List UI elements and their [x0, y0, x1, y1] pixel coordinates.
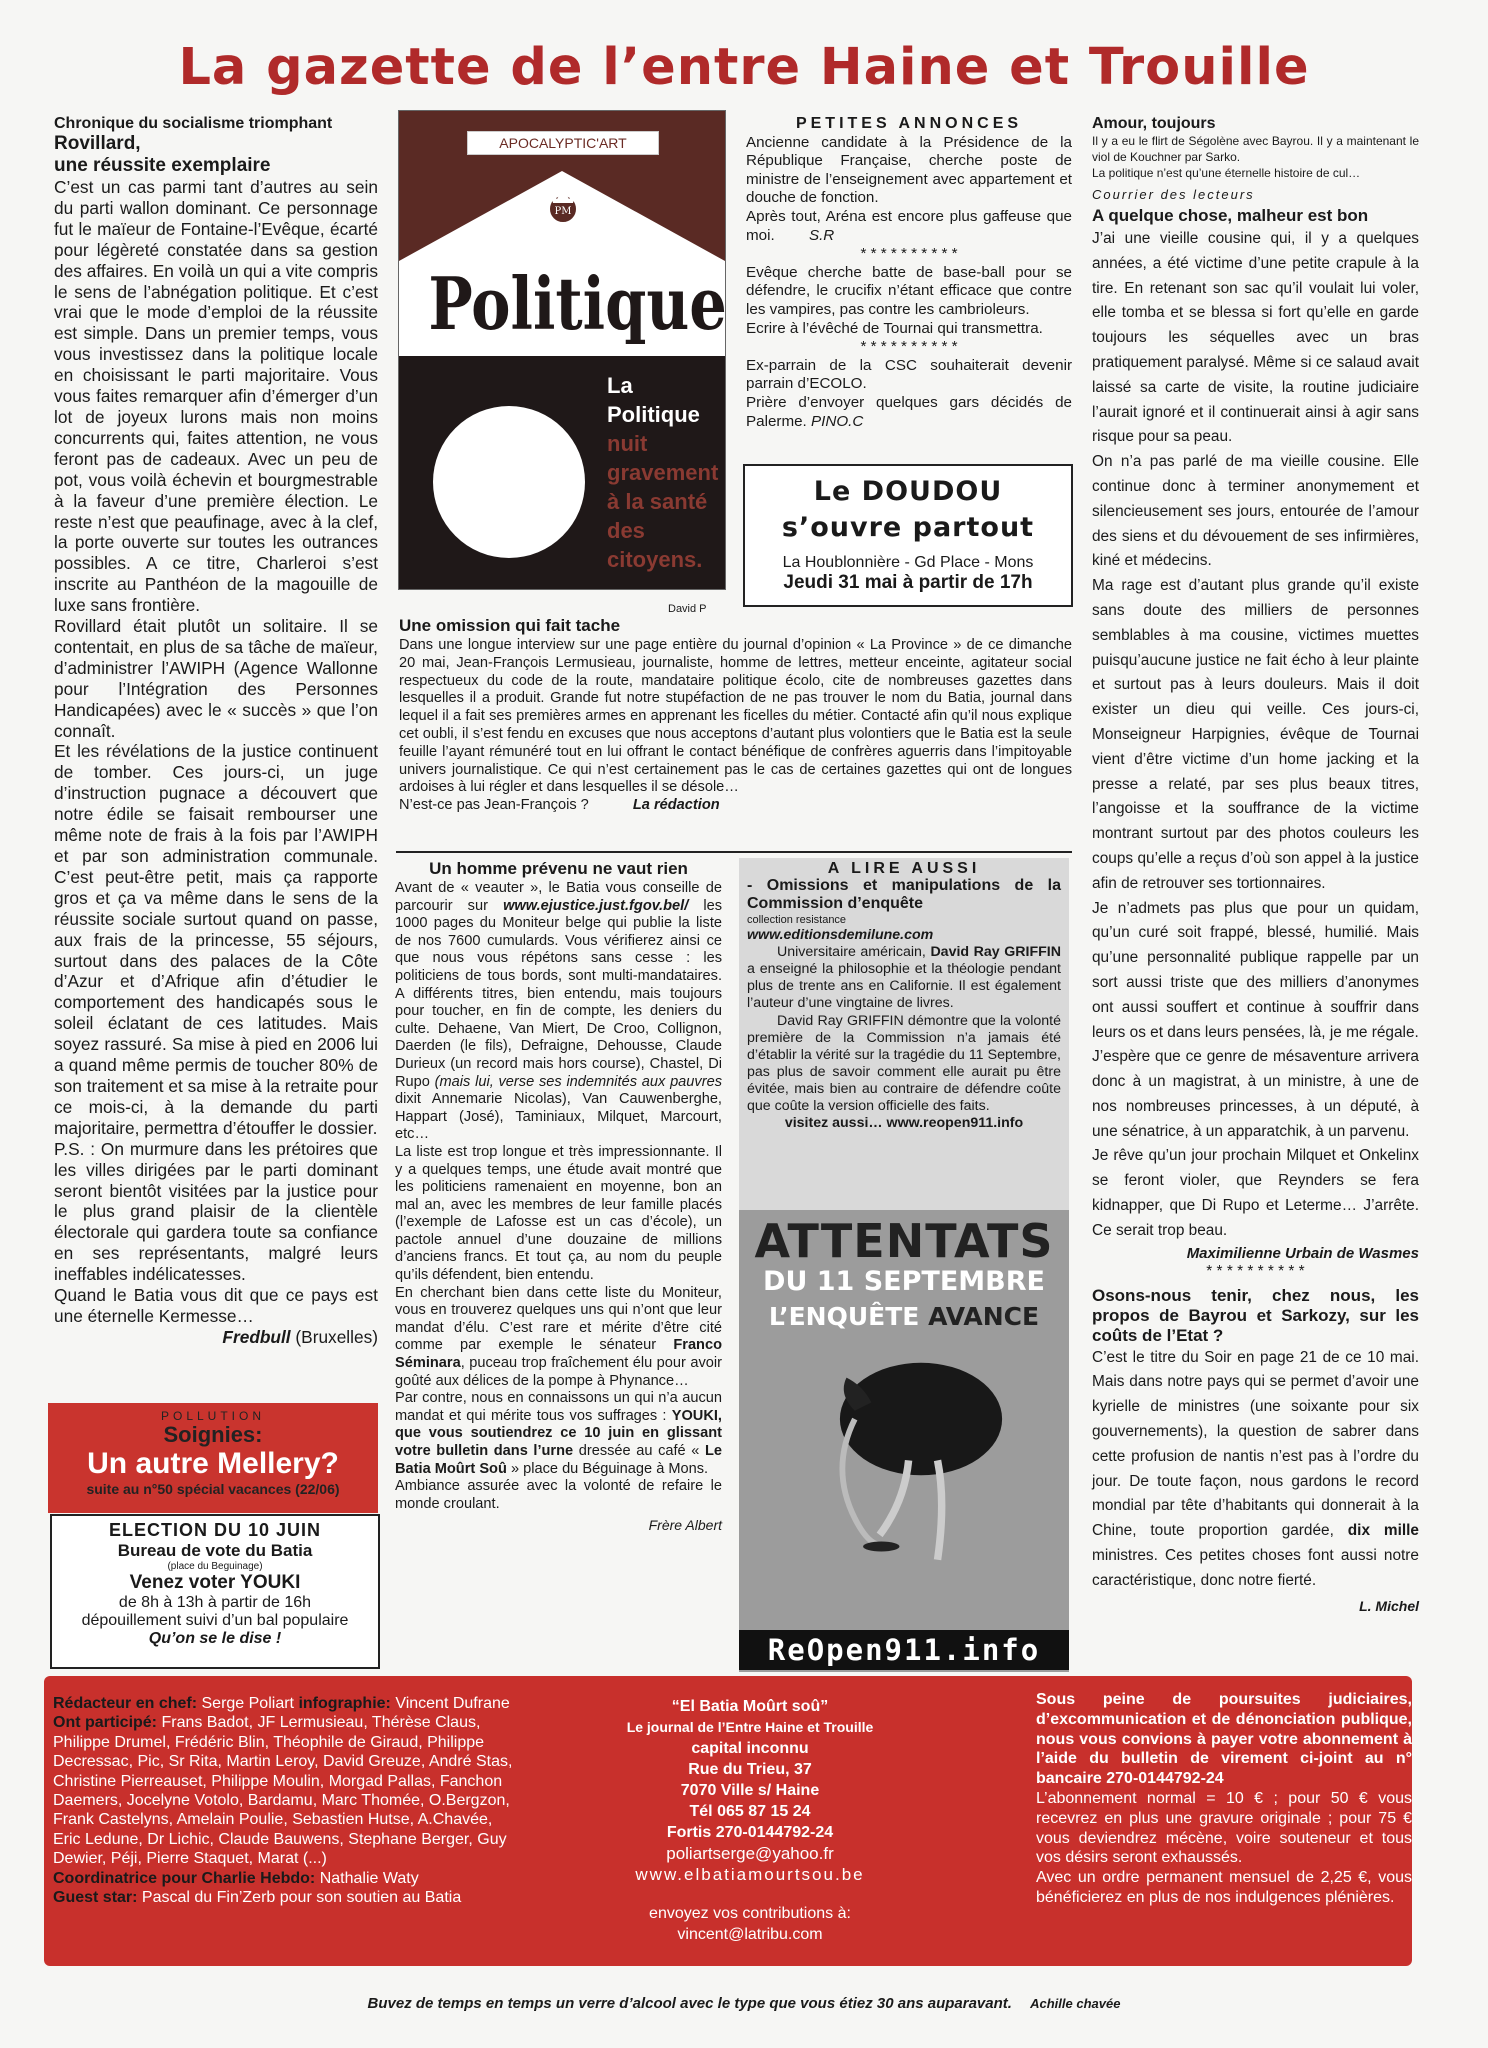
stars-divider: * * * * * * * * * *	[1206, 1262, 1305, 1280]
credit-text: Frans Badot, JF Lermusieau, Thérèse Claus, Philippe Drumel, Frédéric Blin, Théophile de Giraud, Philippe Decressac, Pic, Sr Rita, Martin Leroy, David Greuze, André Stas, Christine Pierreauset, Philippe Moulin, Morgad Pallas, Fanchon Daemers, Jocelyne Votolo, Bardamu, Marc Thomée, O.Bergzon, Frank Castelyns, Amelain Poulie, Sebastien Hutse, A.Chavée, Eric Ledune, Dr Lichic, Claude Bauwens, Stephane Berger, Guy Dewier, Péji, Pierre Staquet, Marat (...)	[53, 1714, 513, 1868]
paragraph: les 1000 pages du Moniteur belge qui publie la liste de nos 7600 cumulards. Vous vérifierez ainsi ce que nous vous répétons sans cesse : les politiciens de tous bords, sont multi-mandataires. A différents titres, bien entendu, mais toujours pour toucher, en fin de compte, les deniers du culte. Dehaene, Van Miert, De Croo, Collignon, Daerden (le fils), Defraigne, Dehousse, Claude Durieux (un record mais hors course), Chastel, Di Rupo	[395, 897, 723, 1090]
credit-text: Serge Poliart	[197, 1695, 299, 1712]
paragraph: , puceau trop fraîchement élu pour avoir goûté aux délices de la pompe à Phynance…	[395, 1355, 722, 1389]
paragraph: C’est un cas parmi tant d’autres au sein du parti wallon dominant. Ce personnage fut le maïeur de Fontaine-l’Evêque, écarté pour légèreté constatée dans sa gestion des affaires. En voilà un qui a vite compris le sens de l’abnégation politique. Et c’est vrai que le mode d’emploi de la réussite est simple. Dans un premier temps, vous vous investissez dans la politique locale en choisissant le parti majoritaire. Vous vous faites remarquer afin d’émerger d’un lot de joyeux lurons mais non moins concurrents qui, faites attention, ne vous feront pas de cadeaux. Avec un peu de pot, vous voilà échevin et bourgmestrable à la faveur d’une première élection. Le reste n’est que peaufinage, avec à la clef, la porte ouverte sur toutes les outrances possibles. A ce titre, Charleroi s’est inscrite au Panthéon de la magouille de luxe sans frontière.	[54, 177, 378, 616]
poster-subtitle: DU 11 SEPTEMBRE	[763, 1266, 1045, 1297]
paragraph: Dans une longue interview sur une page entière du journal d’opinion « La Province » de ce dimanche 20 mai, Jean-François Lermusieau, journaliste, homme de lettres, metteur enceinte, agitateur social respectueux du code de la route, mandataire politique écolo, cite de nombreuses gazettes dans lesquelles il a produit. Grande fut notre stupéfaction de ne pas trouver le nom du Batia, journal dans lequel il a fait ses premières armes en apprenant les ficelles du métier. Contacté afin qu’il nous explique cet oubli, il s’est fendu en excuses que nous acceptons d’autant plus volontiers que le Batia est la seule feuille l’ayant rémunéré tout en lui offrant le contact bénéfique de confrères aguerris dans l’impitoyable univers journalistique. Ce qui n’est certainement pas le cas de certaines gazettes qui ont de longues ardoises à lui régler et dans lesquelles il se désole…	[399, 637, 1072, 796]
paragraph: Le Batia Moûrt Soû	[395, 1443, 722, 1477]
warning-line: Politique	[607, 402, 700, 427]
signature: L. Michel	[1359, 1597, 1419, 1614]
svg-text:PM: PM	[554, 206, 572, 217]
paragraph: J’espère que ce genre de mésaventure arrivera donc à un magistrat, à un ministre, à une de nos nombreuses princesses, à un député, à une sénatrice, à un apparatchik, à un parvenu.	[1092, 1048, 1419, 1140]
collection: collection resistance	[747, 914, 847, 927]
publisher-line: capital inconnu	[691, 1740, 809, 1757]
annonce: Prière d’envoyer quelques gars décidés de Palerme.	[746, 393, 1072, 430]
election-line: (place du Beguinage)	[167, 1561, 263, 1572]
pack-warning	[607, 371, 727, 574]
pack-chip: APOCALYPTIC'ART	[467, 131, 659, 155]
doudou-date: Jeudi 31 mai à partir de 17h	[783, 572, 1033, 593]
credit-label: Ont participé:	[53, 1714, 158, 1732]
publisher-line: Tél 065 87 15 24	[689, 1803, 811, 1820]
warning-line: La	[607, 373, 633, 398]
annonce: Ecrire à l’évêché de Tournai qui transmettra.	[746, 319, 1043, 337]
signature: La rédaction	[632, 797, 720, 814]
paragraph: Et les révélations de la justice continuent de tomber. Ces jours-ci, un juge d’instruction pugnace a découvert que notre édile se faisait rembourser une même note de frais à la fois par l’AWIPH et par son administration communale. C’est peut-être petit, mais ça rapporte gros et ça va même dans le sens de la réussite sociale surtout quand on passe, aux frais de la princesse, 55 séjours, surtout dans des palaces de la Côte d’Azur et d’Afrique afin d’étudier le comportement des handicapés sous le soleil éclatant de ces latitudes. Mais soyez rassuré. Sa mise à pied en 2006 lui a quand même permis de toucher 80% de son traitement et sa mise à la retraite pour ce mois-ci, à la demande du parti majoritaire, permettra d’étouffer le dossier.	[54, 741, 378, 1138]
credit-text: Vincent Dufrane	[390, 1695, 510, 1712]
pollution-note: suite au n°50 spécial vacances (22/06)	[86, 1481, 340, 1497]
credit-text: Nathalie Waty	[315, 1869, 419, 1887]
signature: Fredbull	[222, 1326, 291, 1347]
ostrich-icon	[801, 1328, 1041, 1568]
paragraph: La politique n’est qu’une éternelle histoire de cul…	[1092, 166, 1361, 180]
paragraph: N’est-ce pas Jean-François ?	[399, 797, 589, 814]
paragraph: YOUKI, que vous soutiendrez ce 10 juin en glissant votre bulletin dans l’urne	[395, 1407, 722, 1459]
signature-place: (Bruxelles)	[295, 1326, 378, 1347]
section-title: PETITES ANNONCES	[795, 115, 1023, 132]
quote-text: Buvez de temps en temps un verre d’alcool avec le type que vous étiez 30 ans auparavant.	[367, 1995, 1012, 2012]
paragraph: Ma rage est d’autant plus grande qu’il existe sans doute des milliers de personnes semblables à ma cousine, victimes muettes puisqu’aucune justice ne fait écho à leur plainte et surtout pas à leurs douleurs. Mais il doit exister un dieu qui veille. Ces jours-ci, Monseigneur Harpignies, évêque de Tournai vient d’être victime d’un home jacking et la presse a relaté, par ses plus beaux titres, l’angoisse et la souffrance de la victime montrant surtout par des photos couleurs les coups qu’elle a reçus d’où son appel à la justice afin de retrouver ses tortionnaires.	[1092, 577, 1419, 892]
pack-top	[399, 111, 725, 356]
site-url: www.editionsdemilune.com	[747, 927, 934, 944]
paragraph: Je n’admets pas plus que pour un quidam, qu’un curé soit frappé, blessé, humilié. Mais qu’une personnalité publique rappelle par un sort aussi triste que des milliers d’anonymes ont aussi souffert et continue à souffrir dans leurs os et dans leurs pensées, là, je me régale.	[1092, 899, 1419, 1041]
signature: Maximilienne Urbain de Wasmes	[1186, 1244, 1419, 1262]
election-title: ELECTION DU 10 JUIN	[108, 1520, 322, 1540]
paragraph: C’est le titre du Soir en page 21 de ce 10 mai. Mais dans notre pays qui se permet d’avoir une kyrielle de ministres (une soixante pour six gouvernements), la question de sabrer dans cette profusion de nantis n’est pas à l’ordre du jour. De toute façon, nous gardons le record mondial par tête d’habitants qui donnerait à la Chine, toute proportion gardée,	[1092, 1348, 1419, 1540]
annonce-sig: S.R	[808, 226, 835, 244]
paragraph: David Ray GRIFFIN démontre que la volonté première de la Commission n’a jamais été d’établir la vérité sur la tragédie du 11 Septembre, pas plus de savoir comment elle aurait pu être évitée, mais bien au contraire de défendre coûte que coûte la version officielle des faits.	[747, 1012, 1061, 1115]
attentats-poster	[739, 1210, 1069, 1672]
stars-divider: * * * * * * * * * *	[860, 245, 958, 263]
petites-annonces	[746, 115, 1072, 431]
election-line: Venez voter YOUKI	[129, 1572, 301, 1593]
credit-text: Pascal du Fin’Zerb pour son soutien au Batia	[137, 1889, 462, 1907]
article-title: Une omission qui fait tache	[399, 616, 621, 635]
kicker: POLLUTION	[160, 1409, 265, 1423]
image-credit: David P	[668, 603, 707, 615]
credit-label: Guest star:	[53, 1889, 138, 1907]
article-title: Osons-nous tenir, chez nous, les propos de Bayrou et Sarkozy, sur les coûts de l’Etat ?	[1092, 1285, 1419, 1345]
quote-author: Achille chavée	[1030, 1996, 1121, 2011]
politique-pack-image	[398, 110, 726, 590]
pollution-title: Un autre Mellery?	[87, 1447, 339, 1480]
paragraph: Ambiance assurée avec la volonté de refaire le monde croulant.	[395, 1478, 722, 1512]
annonce: Evêque cherche batte de base-ball pour se défendre, le crucifix n’étant efficace que contre les vampires, pas contre les cambrioleurs.	[746, 263, 1072, 318]
warning-line: des	[607, 518, 645, 543]
pack-title: Politique	[428, 261, 727, 346]
paragraph: On n’a pas parlé de ma vieille cousine. Elle continue donc à terminer anonymement et silencieusement ses jours, entourée de l’amour des siens et du dévouement de ses infirmières, kiné et médecins.	[1092, 453, 1419, 570]
signature: Frère Albert	[648, 1517, 722, 1534]
paragraph: Je rêve qu’un jour prochain Milquet et Onkelinx se feront violer, que Reynders se fera kidnapper, que Di Rupo et Leterme… J’arrête. Ce serait trop beau.	[1092, 1147, 1419, 1239]
section-title: A LIRE AUSSI	[827, 860, 981, 877]
paragraph: dressée au café «	[578, 1443, 700, 1459]
election-box	[50, 1514, 380, 1669]
article-title: Rovillard,	[54, 133, 141, 154]
article-title: Un homme prévenu ne vaut rien	[429, 859, 688, 878]
publisher-email[interactable]: poliartserge@yahoo.fr	[666, 1844, 834, 1863]
paragraph: David Ray GRIFFIN	[930, 944, 1061, 961]
paragraph: J’ai une vieille cousine qui, il y a quelques années, a été victime d’une petite crapule à la tire. En retenant son sac qu’il voulait lui voler, elle tomba et se blessa si fort qu’elle en garde toujours les séquelles avec un bras pratiquement paralysé. Même si ce salaud avait laissé sa carte de visite, la routine judiciaire l’aurait ignoré et il continuerait ainsi à agir sans risque pour sa peau.	[1092, 230, 1419, 446]
doudou-place: La Houblonnière - Gd Place - Mons	[782, 554, 1034, 571]
annonce: Après tout, Aréna est encore plus gaffeuse que moi.	[746, 207, 1072, 244]
publisher-website[interactable]: www.elbatiamourtsou.be	[635, 1865, 865, 1884]
article-title: A quelque chose, malheur est bon	[1092, 206, 1369, 225]
election-line: de 8h à 13h à partir de 16h	[118, 1594, 312, 1611]
credit-label: Rédacteur en chef:	[53, 1695, 198, 1712]
pollution-title: Soignies:	[163, 1422, 263, 1447]
subscription-text: Avec un ordre permanent mensuel de 2,25 €, vous bénéficierez en plus de nos indulgences plénières.	[1036, 1869, 1412, 1906]
paragraph: dixit Annemarie Nicolas), Van Cauwenberghe, Happart (José), Taminiaux, Milquet, Marcourt, etc…	[395, 1091, 722, 1143]
reopen-banner: ReOpen911.info	[739, 1630, 1069, 1670]
publisher-info	[580, 1696, 920, 1945]
article-title: Amour, toujours	[1092, 115, 1216, 132]
credit-label: Coordinatrice pour Charlie Hebdo:	[53, 1869, 316, 1887]
paragraph: Franco Séminara	[395, 1337, 722, 1372]
paragraph: La liste est trop longue et très impressionnante. Il y a quelques temps, une étude avait montré que les politiciens ramenaient en moyenne, bon an mal an, avec les membres de leur famille placés (l’exemple de Lafosse est un cas d’école), un pactole annuel d’une douzaine de millions d’anciens francs. Et tout ça, au nom du peuple qu’ils défendent, bien entendu.	[395, 1143, 722, 1284]
paragraph: a enseigné la philosophie et la théologie pendant plus de trente ans en Californie. Il est également l’auteur d’une vingtaine de livres.	[747, 961, 1061, 1012]
annonce-sig: PINO.C	[811, 412, 864, 430]
divider	[396, 851, 1072, 853]
section-kicker: Courrier des lecteurs	[1092, 187, 1255, 202]
publisher-line: “El Batia Moûrt soû”	[671, 1698, 829, 1715]
paragraph: Avant de « veauter », le Batia vous conseille de parcourir sur	[395, 880, 722, 914]
paragraph: P.S. : On murmure dans les prétoires que les villes dirigées par le parti dominant seront bientôt visitées par la justice pour le plus grand plaisir de la clientèle électorale qui gardera toute sa confiance en ses représentants, malgré leurs ineffables indélicatesses.	[54, 1138, 378, 1285]
paragraph: dix mille	[1347, 1522, 1419, 1540]
article-rovillard	[54, 115, 378, 1348]
pollution-box	[48, 1403, 378, 1513]
paragraph: ministres. Ces petites choses font aussi notre caractéristique, donc notre fierté.	[1092, 1547, 1419, 1589]
publisher-line: envoyez vos contributions à:	[649, 1905, 851, 1922]
right-column	[1092, 115, 1419, 1618]
pack-bottom	[399, 356, 725, 589]
subscription-text: L’abonnement normal = 10 € ; pour 50 € vous recevrez en plus une gravure originale ; pour 75 € vous deviendrez mécène, voire souteneur et tous vos désirs seront exhaussés.	[1036, 1789, 1412, 1867]
article-kicker: Chronique du socialisme triomphant	[54, 115, 333, 132]
subscription-notice: Sous peine de poursuites judiciaires, d’excommunication et de dénonciation publique, nous vous convions à payer votre abonnement à l’aide du bulletin de virement ci-joint au n° bancaire 270-0144792-24	[1036, 1691, 1412, 1788]
poster-subtitle: L’ENQUÊTE	[768, 1302, 920, 1331]
paragraph: (mais lui, verse ses indemnités aux pauvres	[434, 1073, 722, 1090]
masthead: La gazette de l’entre Haine et Trouille	[178, 38, 1310, 97]
stars-divider: * * * * * * * * * *	[860, 338, 958, 356]
link-url: www.ejustice.just.fgov.bel/	[503, 897, 689, 914]
visit-link[interactable]: visitez aussi… www.reopen911.info	[784, 1115, 1024, 1132]
annonce: Ex-parrain de la CSC souhaiterait devenir parrain d’ECOLO.	[746, 356, 1072, 393]
doudou-title: Le DOUDOU	[813, 476, 1003, 507]
article-title: une réussite exemplaire	[54, 155, 271, 176]
publisher-line: Fortis 270-0144792-24	[666, 1824, 834, 1841]
election-line: dépouillement suivi d’un bal populaire	[81, 1612, 349, 1629]
poster-subtitle: AVANCE	[928, 1302, 1040, 1331]
paragraph: Il y a eu le flirt de Ségolène avec Bayrou. Il y a maintenant le viol de Kouchner par Sarko.	[1092, 134, 1419, 164]
publisher-line: Le journal de l’Entre Haine et Trouille	[626, 1719, 874, 1735]
crest-icon	[537, 179, 589, 231]
paragraph: Par contre, nous en connaissons un qui n’a aucun mandat et qui mérite tous vos suffrages :	[395, 1390, 722, 1424]
paragraph: Rovillard était plutôt un solitaire. Il se contentait, en plus de sa tâche de maïeur, d’administrer l’AWIPH (Agence Wallonne pour l’Intégration des Personnes Handicapées) avec le « succès » que l’on connaît.	[54, 616, 378, 741]
subscription-info	[1036, 1690, 1412, 1908]
bottom-quote	[0, 1995, 1488, 2012]
paragraph: Universitaire américain,	[777, 944, 926, 961]
election-line: Bureau de vote du Batia	[117, 1541, 313, 1560]
doudou-box	[743, 464, 1073, 607]
publisher-line: Rue du Trieu, 37	[688, 1761, 812, 1778]
article-omission	[399, 615, 1072, 815]
credits	[53, 1694, 523, 1907]
annonce: Ancienne candidate à la Présidence de la République Française, cherche poste de ministre de l’enseignement avec appartement et douche de fonction.	[746, 133, 1072, 207]
election-line: Qu’on se le dise !	[148, 1630, 282, 1647]
contrib-email[interactable]: vincent@latribu.com	[677, 1926, 823, 1943]
paragraph: En cherchant bien dans cette liste du Moniteur, vous en trouverez quelques uns qui n’ont que leur mandat d’élu. C’est rare et mérite d’être cité comme par exemple le sénateur	[395, 1284, 722, 1354]
doudou-title: s’ouvre partout	[781, 512, 1035, 543]
warning-line: nuit	[607, 431, 648, 456]
warning-line: citoyens.	[607, 547, 703, 572]
warning-line: gravement	[607, 460, 719, 485]
warning-line: à la santé	[607, 489, 708, 514]
poster-title: ATTENTATS	[754, 1214, 1054, 1268]
a-lire-aussi	[739, 858, 1069, 1212]
publisher-line: 7070 Ville s/ Haine	[680, 1782, 820, 1799]
paragraph: » place du Béguinage à Mons.	[510, 1460, 709, 1477]
paragraph: Quand le Batia vous dit que ce pays est une éternelle Kermesse…	[54, 1285, 378, 1326]
pack-disk	[433, 406, 585, 558]
book-title: - Omissions et manipulations de la Commission d’enquête	[747, 877, 1061, 913]
article-homme-prevenu	[395, 858, 722, 1535]
credit-label: infographie:	[298, 1695, 391, 1712]
